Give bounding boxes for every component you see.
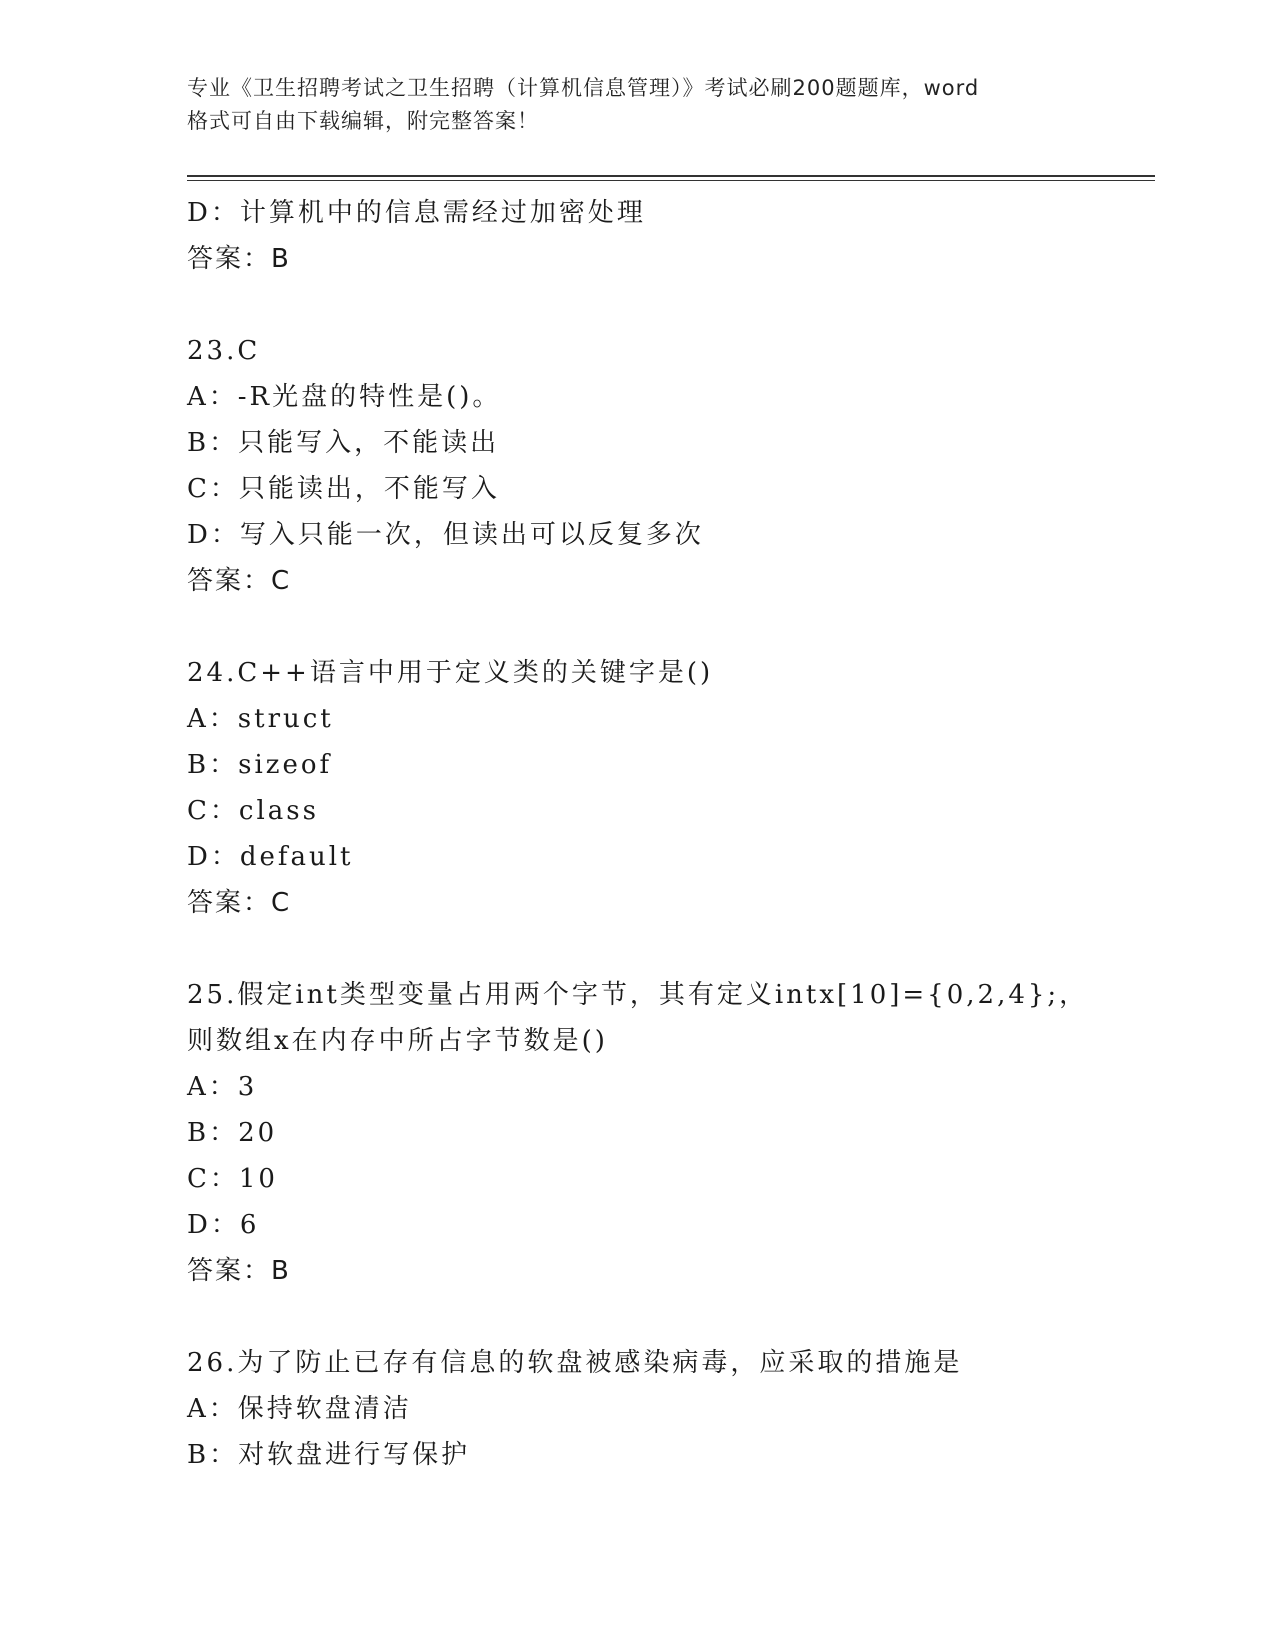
question-prev xyxy=(187,190,1147,282)
answer: 答案：C xyxy=(187,888,292,918)
answer: 答案：C xyxy=(187,566,292,596)
option-d: D：计算机中的信息需经过加密处理 xyxy=(187,198,646,228)
question-text: 24.C++语言中用于定义类的关键字是() xyxy=(187,658,714,688)
option-a: A：struct xyxy=(187,704,334,734)
option-b: B：sizeof xyxy=(187,750,333,780)
option-c: C：只能读出，不能写入 xyxy=(187,474,500,504)
question-23 xyxy=(187,328,1147,604)
question-text: 23.C xyxy=(187,336,261,366)
question-24 xyxy=(187,650,1147,926)
answer: 答案：B xyxy=(187,244,291,274)
question-list xyxy=(187,190,1147,1478)
question-text: 26.为了防止已存有信息的软盘被感染病毒，应采取的措施是 xyxy=(187,1348,963,1378)
question-25 xyxy=(187,972,1147,1294)
document-header xyxy=(187,72,1087,138)
option-d: D：写入只能一次，但读出可以反复多次 xyxy=(187,520,704,550)
question-text-line-2: 则数组x在内存中所占字节数是() xyxy=(187,1026,608,1056)
header-rule-thin xyxy=(187,180,1155,181)
option-c: C：10 xyxy=(187,1164,278,1194)
spacer xyxy=(187,604,1147,650)
spacer xyxy=(187,1294,1147,1340)
option-a: A：3 xyxy=(187,1072,258,1102)
option-a: A：保持软盘清洁 xyxy=(187,1394,412,1424)
option-b: B：20 xyxy=(187,1118,278,1148)
spacer xyxy=(187,926,1147,972)
header-line-2: 格式可自由下载编辑，附完整答案！ xyxy=(187,109,539,133)
header-line-1: 专业《卫生招聘考试之卫生招聘（计算机信息管理）》考试必刷200题题库，word xyxy=(187,76,980,100)
answer: 答案：B xyxy=(187,1256,291,1286)
question-text-line-1: 25.假定int类型变量占用两个字节，其有定义intx[10]={0,2,4};， xyxy=(187,980,1089,1010)
option-b: B：只能写入，不能读出 xyxy=(187,428,500,458)
question-26 xyxy=(187,1340,1147,1478)
header-rule-thick xyxy=(187,175,1155,177)
spacer xyxy=(187,282,1147,328)
option-c: C：class xyxy=(187,796,319,826)
option-a: A：-R光盘的特性是()。 xyxy=(187,382,502,412)
option-b: B：对软盘进行写保护 xyxy=(187,1440,471,1470)
option-d: D：default xyxy=(187,842,354,872)
option-d: D：6 xyxy=(187,1210,260,1240)
